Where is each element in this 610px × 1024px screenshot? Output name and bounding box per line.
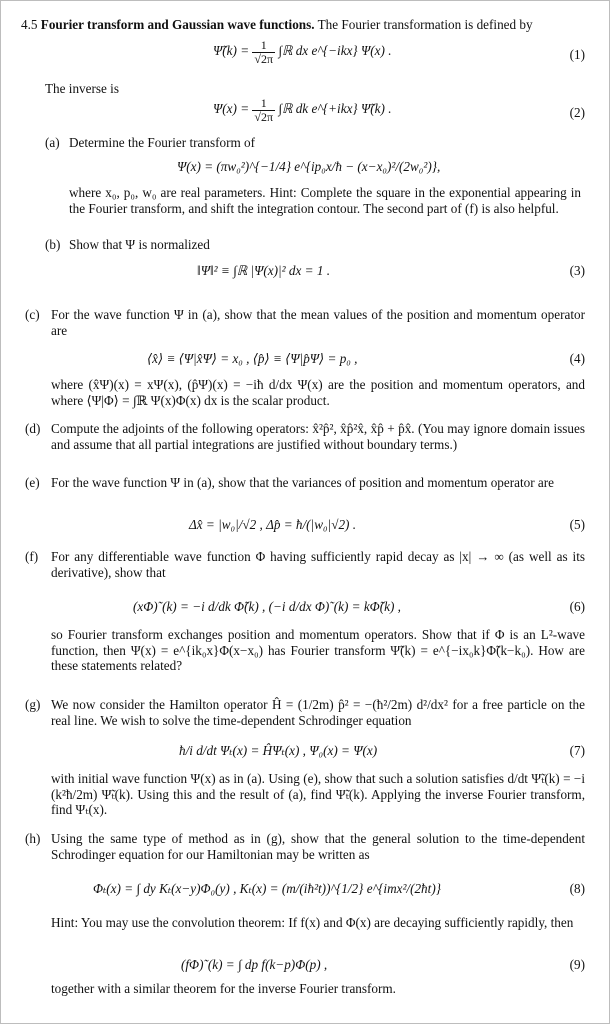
part-f-conclusion: so Fourier transform exchanges position and momentum operators. Show that if Φ is an L²-wave function, then Ψ(x) = e^{ik₀x}Φ(x−x₀) has Fourier transform Ψ̃(k) = e^{−ix₀k}Φ̃(k−k₀). How are these statements related? <box>51 627 585 674</box>
equation-6: (xΦ)˜(k) = −i d/dk Φ̃(k) , (−i d/dx Φ)˜(k) = kΦ̃(k) , <box>133 599 401 614</box>
part-h-text: Using the same type of method as in (g), show that the general solution to the time-dependent Schrodinger equation for our Hamiltonian may be written as <box>51 831 585 862</box>
part-d-label: (d) <box>25 421 41 436</box>
part-h-hint: Hint: You may use the convolution theorem: If f(x) and Φ(x) are decaying sufficiently rapidly, then <box>51 915 574 930</box>
part-a-hint: where x₀, p₀, w₀ are real parameters. Hint: Complete the square in the exponential appearing in the Fourier transform, and shift the integration contour. The second part of (f) is also helpful. <box>69 185 581 216</box>
exercise-heading: Fourier transform and Gaussian wave functions. <box>40 17 315 32</box>
part-a-text: Determine the Fourier transform of <box>69 135 256 150</box>
part-d-text: Compute the adjoints of the following operators: x̂²p̂², x̂p̂²x̂, x̂p̂ + p̂x̂. (You may ignore domain issues and assume that all partial integrations are justified without boundary terms.) <box>51 421 585 452</box>
equation-8-number: (8) <box>569 881 585 896</box>
equation-7: ħ/i d/dt Ψₜ(x) = ĤΨₜ(x) , Ψ₀(x) = Ψ(x) <box>179 743 378 758</box>
equation-2-number: (2) <box>569 105 585 120</box>
part-h-label: (h) <box>25 831 41 846</box>
part-b-text: Show that Ψ is normalized <box>69 237 210 252</box>
equation-7-number: (7) <box>569 743 585 758</box>
equation-1: Ψ̃(k) = $\frac{1}{√2\pi}$ ∫ℝ dx e^{−ikx} Ψ(x) . <box>213 38 392 66</box>
part-g-label: (g) <box>25 697 41 712</box>
equation-5: Δx̂ = |w₀|/√2 , Δp̂ = ħ/(|w₀|√2) . <box>189 517 357 532</box>
exercise-title <box>21 17 533 33</box>
equation-2: Ψ(x) = $\frac{1}{√2\pi}$ ∫ℝ dk e^{+ikx} Ψ̃(k) . <box>213 96 392 124</box>
part-e-label: (e) <box>25 475 40 490</box>
part-b-label: (b) <box>45 237 61 252</box>
equation-9: (fΦ)˜(k) = ∫ dp f(k−p)Φ(p) , <box>181 957 328 972</box>
equation-9-number: (9) <box>569 957 585 972</box>
inverse-text: The inverse is <box>45 81 119 96</box>
part-h-end: together with a similar theorem for the inverse Fourier transform. <box>51 981 396 996</box>
exercise-intro: The Fourier transformation is defined by <box>317 17 533 32</box>
part-a-label: (a) <box>45 135 60 150</box>
equation-3: ‖Ψ‖² ≡ ∫ℝ |Ψ(x)|² dx = 1 . <box>197 263 331 278</box>
equation-4-number: (4) <box>569 351 585 366</box>
part-c-text: For the wave function Ψ in (a), show that the mean values of the position and momentum operator are <box>51 307 585 338</box>
part-e-text: For the wave function Ψ in (a), show that the variances of position and momentum operator are <box>51 475 555 490</box>
exercise-number: 4.5 <box>21 17 38 32</box>
equation-1-number: (1) <box>569 47 585 62</box>
part-f-text: For any differentiable wave function Φ having sufficiently rapid decay as |x| → ∞ (as well as its derivative), show that <box>51 549 585 580</box>
equation-8: Φₜ(x) = ∫ dy Kₜ(x−y)Φ₀(y) , Kₜ(x) = (m/(iħ²t))^{1/2} e^{imx²/(2ħt)} <box>93 881 441 896</box>
gaussian-wavefunction: Ψ(x) = (πw₀²)^{−1/4} e^{ip₀x/ħ − (x−x₀)²/(2w₀²)}, <box>177 159 441 174</box>
part-c-label: (c) <box>25 307 40 322</box>
part-c-operators: where (x̂Ψ)(x) = xΨ(x), (p̂Ψ)(x) = −iħ d/dx Ψ(x) are the position and momentum operators, and where ⟨Ψ|Φ⟩ = ∫ℝ Ψ(x)Φ(x) dx is the scalar product. <box>51 377 585 408</box>
equation-5-number: (5) <box>569 517 585 532</box>
equation-4: ⟨x̂⟩ ≡ ⟨Ψ|x̂Ψ⟩ = x₀ , ⟨p̂⟩ ≡ ⟨Ψ|p̂Ψ⟩ = p₀ , <box>147 351 358 366</box>
part-f-label: (f) <box>25 549 39 564</box>
equation-3-number: (3) <box>569 263 585 278</box>
part-g-followup: with initial wave function Ψ(x) as in (a). Using (e), show that such a solution satisfies d/dt Ψ̃ₜ(k) = −i (k²ħ/2m) Ψ̃ₜ(k). Using this and the result of (a), find Ψ̃ₜ(k). Applying the inverse Fourier transform, find Ψₜ(x). <box>51 771 585 818</box>
equation-6-number: (6) <box>569 599 585 614</box>
part-g-text: We now consider the Hamilton operator Ĥ = (1/2m) p̂² = −(ħ²/2m) d²/dx² for a free particle on the real line. We wish to solve the time-dependent Schrodinger equation <box>51 697 585 728</box>
